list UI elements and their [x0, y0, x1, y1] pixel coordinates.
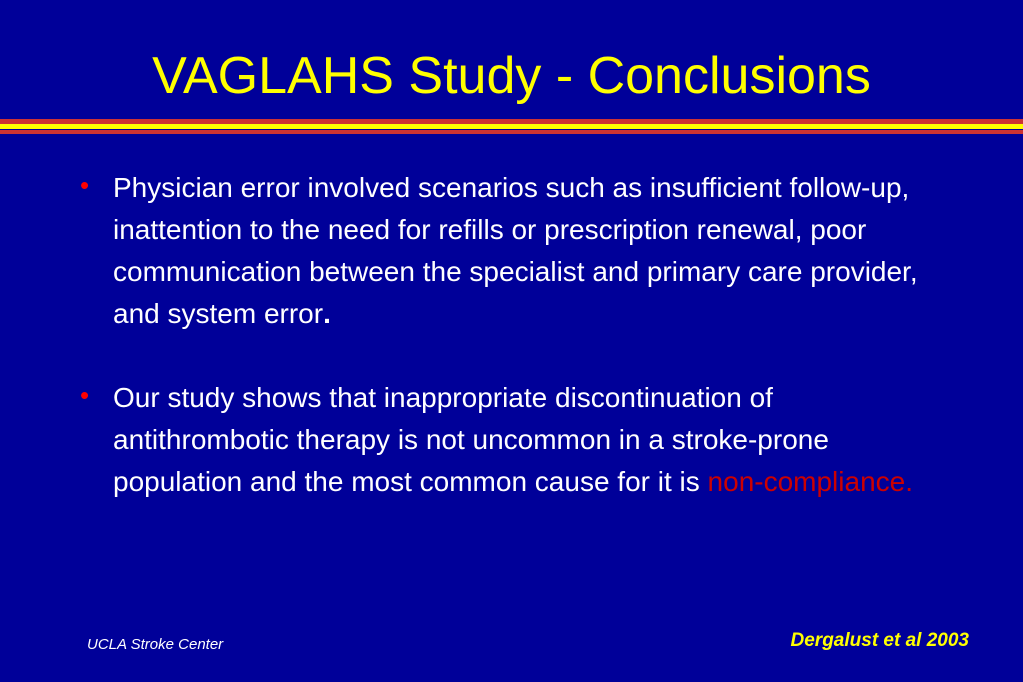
- bullet-item-study-finding: [78, 377, 928, 503]
- highlighted-term: non-compliance.: [707, 466, 913, 497]
- bullet-dot-icon: •: [80, 170, 90, 200]
- footer-citation: Dergalust et al 2003: [790, 630, 969, 651]
- title-divider-red-bottom: [0, 130, 1023, 134]
- footer-organization: UCLA Stroke Center: [87, 636, 224, 653]
- bullet-list: [78, 167, 928, 503]
- title-divider-yellow: [0, 124, 1023, 129]
- bullet-text: Physician error involved scenarios such as insufficient follow-up, inattention to the need for refills or prescription renewal, poor communication between the specialist and primary care provider, and system error: [113, 172, 918, 329]
- bullet-text: Our study shows that inappropriate discontinuation of antithrombotic therapy is not uncommon in a stroke-prone population and the most common cause for it is: [113, 382, 829, 497]
- bullet-end-punctuation: .: [323, 298, 331, 329]
- slide-title: VAGLAHS Study - Conclusions: [152, 47, 871, 105]
- bullet-dot-icon: •: [80, 380, 90, 410]
- bullet-item-physician-error: [78, 167, 928, 335]
